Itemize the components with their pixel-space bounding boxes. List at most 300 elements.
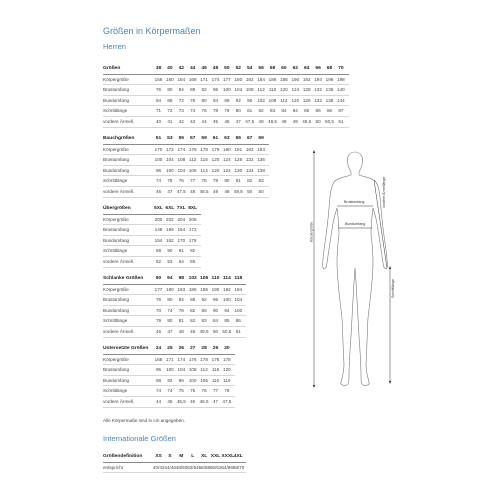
- table-cell: 179: [211, 146, 220, 152]
- table-cell: 46: [190, 398, 196, 404]
- row-label: Brustumfang: [103, 297, 130, 303]
- table-cell: 181: [234, 146, 243, 152]
- table-cell: 94: [167, 276, 173, 281]
- table-cell: 68: [326, 66, 333, 71]
- table-cell: 8XL: [188, 206, 198, 211]
- table-cell: 74: [167, 307, 173, 313]
- row-label: entspricht: [103, 464, 123, 470]
- table-cell: 48,5: [199, 188, 209, 194]
- row-label: Schrittlänge: [103, 108, 128, 114]
- table-cell: 190: [291, 76, 300, 82]
- table-cell: 49: [224, 188, 230, 194]
- table-cell: 172: [166, 146, 174, 152]
- table-cell: 49,5: [302, 118, 312, 124]
- table-cell: 124: [223, 157, 231, 163]
- table-cell: 48,5: [268, 118, 277, 124]
- table-cell: 45: [212, 118, 219, 124]
- table-cell: 183: [177, 286, 186, 292]
- table-row: [103, 75, 349, 86]
- table-cell: 171: [166, 356, 174, 362]
- table-cell: 106: [200, 377, 208, 383]
- table-cell: 61: [212, 136, 219, 141]
- table-cell: 88: [190, 297, 196, 303]
- table-cell: 76: [155, 297, 162, 303]
- table-cell: 78: [212, 108, 219, 114]
- table-cell: 128: [234, 157, 243, 163]
- table-cell: 116: [268, 87, 277, 93]
- table-cell: 77: [212, 388, 219, 394]
- table-bauch: [103, 134, 269, 198]
- table-cell: 29: [212, 346, 219, 351]
- table-cell: 76: [190, 97, 196, 103]
- table-cell: 47: [212, 398, 219, 404]
- table-cell: 52: [235, 66, 242, 71]
- table-cell: 182: [245, 76, 254, 82]
- table-cell: 49: [190, 328, 196, 334]
- table-cell: 67: [246, 136, 253, 141]
- table-cell: 76: [201, 108, 207, 114]
- row-label: Schrittlänge: [103, 178, 128, 184]
- table-cell: 80: [167, 297, 173, 303]
- table-cell: 62: [292, 66, 299, 71]
- table-cell: 53: [167, 136, 173, 141]
- table-cell: 56: [258, 66, 264, 71]
- table-cell: 5XL: [154, 206, 163, 211]
- table-row: [103, 176, 269, 187]
- table-cell: 190: [211, 286, 220, 292]
- body-silhouette: [323, 152, 388, 385]
- table-cell: 86: [315, 108, 321, 114]
- table-cell: 84: [281, 108, 287, 114]
- page-subtitle: Herren: [103, 42, 126, 51]
- table-header-row: [103, 452, 246, 463]
- table-cell: 180: [223, 146, 231, 152]
- table-cell: 92: [190, 248, 196, 254]
- table-cell: 102: [188, 276, 197, 281]
- table-cell: 116: [223, 377, 231, 383]
- table-cell: 114: [200, 167, 208, 173]
- table-cell: 60/62: [210, 464, 222, 470]
- table-cell: 48: [190, 188, 196, 194]
- table-cell: 83: [258, 178, 264, 184]
- table-cell: 52/54: [187, 464, 199, 470]
- table-cell: 91: [178, 248, 184, 254]
- table-cell: 76: [201, 388, 207, 394]
- table-cell: 192: [302, 76, 311, 82]
- table-cell: 47,5: [245, 118, 255, 124]
- table-row: [103, 316, 246, 327]
- table-intl: [103, 452, 246, 473]
- table-row: [103, 117, 349, 128]
- table-cell: XS: [155, 454, 162, 459]
- table-cell: 48: [258, 118, 264, 124]
- table-cell: 85: [304, 108, 310, 114]
- table-cell: 92: [201, 87, 207, 93]
- table-cell: 110: [211, 377, 220, 383]
- row-label: Brustumfang: [103, 367, 130, 373]
- table-cell: 51: [235, 328, 241, 334]
- table-row: [103, 96, 349, 107]
- table-cell: 74: [155, 388, 162, 394]
- table-row: [103, 257, 201, 268]
- table-cell: 86: [235, 318, 241, 324]
- table-cell: 130: [234, 167, 243, 173]
- table-cell: 46,5: [199, 398, 209, 404]
- table-cell: 44/46: [164, 464, 176, 470]
- table-cell: 64: [155, 97, 162, 103]
- table-cell: 144: [337, 97, 345, 103]
- waist-label: Bundumfang: [345, 222, 366, 226]
- table-cell: 49,5: [199, 328, 209, 334]
- table-cell: 128: [302, 87, 311, 93]
- table-cell: 88: [155, 377, 162, 383]
- table-cell: 96: [155, 167, 162, 173]
- table-cell: 51: [338, 118, 344, 124]
- table-cell: 64/66: [221, 464, 233, 470]
- table-cell: 90: [155, 276, 162, 281]
- table-cell: 182: [245, 146, 254, 152]
- table-cell: 178: [200, 146, 208, 152]
- table-cell: 51: [155, 136, 162, 141]
- table-cell: 81: [247, 108, 253, 114]
- table-cell: 47: [167, 328, 173, 334]
- table-cell: 120: [291, 97, 300, 103]
- row-label: vordere Ärmell.: [103, 328, 135, 334]
- table-row: [103, 155, 269, 166]
- table-cell: 180: [166, 286, 174, 292]
- table-cell: 44: [155, 398, 162, 404]
- table-cell: 78: [224, 388, 230, 394]
- table-cell: 57: [189, 136, 196, 141]
- table-header-row: [103, 274, 246, 285]
- table-cell: 120: [211, 167, 220, 173]
- table-cell: 84: [178, 87, 184, 93]
- table-cell: 49,5: [233, 188, 243, 194]
- row-label: Bundumfang: [103, 377, 130, 383]
- table-cell: 108: [188, 367, 197, 373]
- table-cell: 46: [224, 118, 230, 124]
- table-cell: 87: [338, 108, 344, 114]
- table-cell: 176: [188, 356, 197, 362]
- table-cell: 54: [246, 66, 253, 71]
- table-cell: 47: [167, 188, 173, 194]
- table-cell: 40: [167, 66, 173, 71]
- table-title: Übergrößen: [103, 206, 131, 211]
- table-ueber: [103, 204, 201, 268]
- table-cell: 44: [201, 118, 207, 124]
- table-title: Schlanke Größen: [103, 276, 144, 281]
- table-cell: 50: [224, 66, 230, 71]
- table-cell: 132: [314, 87, 322, 93]
- table-cell: 47,5: [222, 398, 232, 404]
- body-measurement-figure: [308, 150, 403, 420]
- table-cell: 49: [292, 118, 298, 124]
- table-cell: 138: [257, 167, 265, 173]
- table-cell: 50: [247, 188, 253, 194]
- chest-label: Brustumfang: [344, 200, 365, 204]
- row-label: vordere Ärmell.: [103, 398, 135, 404]
- table-cell: 92: [201, 297, 207, 303]
- table-cell: 64: [303, 66, 310, 71]
- table-cell: 82: [247, 178, 253, 184]
- table-cell: 48/50: [175, 464, 188, 470]
- table-cell: 171: [200, 76, 208, 82]
- table-cell: 70: [155, 307, 162, 313]
- table-row: [103, 306, 246, 317]
- table-cell: 100: [223, 297, 231, 303]
- table-cell: M: [179, 454, 184, 459]
- measurement-lines: [314, 152, 390, 386]
- table-cell: 96: [155, 367, 162, 373]
- row-label: Bundumfang: [103, 97, 130, 103]
- table-cell: 196: [325, 76, 334, 82]
- table-cell: 140: [337, 87, 345, 93]
- table-cell: 74: [155, 178, 162, 184]
- row-label: Schrittlänge: [103, 318, 128, 324]
- table-cell: 85: [224, 318, 230, 324]
- table-cell: XL: [200, 454, 208, 459]
- table-row: [103, 397, 235, 408]
- table-cell: 38: [155, 66, 162, 71]
- table-cell: 76: [190, 388, 196, 394]
- sleeve-label: vordere Ärmellänge: [382, 176, 386, 208]
- page-title: Größen in Körpermaßen: [103, 26, 201, 36]
- table-cell: 98: [178, 276, 185, 281]
- table-cell: 65: [235, 136, 242, 141]
- table-row: [103, 246, 201, 257]
- row-label: Körpergröße: [103, 216, 129, 222]
- table-cell: 178: [200, 356, 208, 362]
- table-cell: 78: [201, 178, 207, 184]
- table-row: [103, 386, 235, 397]
- table-cell: 108: [188, 167, 197, 173]
- table-cell: 46: [155, 328, 162, 334]
- table-cell: 183: [257, 146, 265, 152]
- table-cell: 80: [167, 318, 173, 324]
- table-cell: 96: [212, 297, 219, 303]
- table-cell: 174: [177, 146, 186, 152]
- table-cell: 124: [223, 167, 231, 173]
- table-row: [103, 187, 269, 198]
- table-cell: 88: [224, 97, 230, 103]
- table-cell: 168: [188, 76, 197, 82]
- row-label: Körpergröße: [103, 356, 129, 362]
- table-cell: 50,5: [325, 118, 334, 124]
- table-cell: 156: [166, 227, 174, 233]
- table-cell: 7XL: [176, 206, 186, 211]
- table-cell: 194: [314, 76, 322, 82]
- table-cell: 43: [190, 118, 196, 124]
- table-cell: 25: [167, 346, 173, 351]
- table-cell: 82: [190, 318, 196, 324]
- table-row: [103, 355, 235, 366]
- table-cell: 108: [268, 97, 277, 103]
- table-cell: 56/58: [198, 464, 211, 470]
- table-header-row: [103, 134, 269, 145]
- table-cell: 104: [166, 157, 174, 163]
- table-cell: 50: [315, 118, 321, 124]
- table-cell: 73: [178, 108, 184, 114]
- table-cell: 170: [154, 146, 163, 152]
- table-row: [103, 463, 246, 474]
- table-cell: 74: [190, 108, 196, 114]
- table-cell: L: [191, 454, 195, 459]
- table-row: [103, 215, 201, 226]
- table-cell: 76: [178, 178, 184, 184]
- table-cell: 156: [154, 76, 163, 82]
- table-cell: 80: [224, 178, 230, 184]
- table-cell: 106: [200, 276, 209, 281]
- row-label: Bundumfang: [103, 307, 130, 313]
- table-cell: 178: [211, 356, 220, 362]
- table-cell: 189: [200, 286, 208, 292]
- table-cell: 63: [224, 136, 230, 141]
- table-cell: 74: [167, 388, 173, 394]
- table-title: Größen: [103, 66, 121, 71]
- table-cell: 86: [201, 307, 207, 313]
- table-cell: 72: [178, 97, 184, 103]
- table-cell: 42: [178, 66, 185, 71]
- table-unter: [103, 344, 235, 408]
- table-cell: 30: [224, 346, 230, 351]
- table-header-row: [103, 204, 201, 215]
- table-cell: 84: [212, 318, 219, 324]
- table-cell: 162: [166, 237, 174, 243]
- table-cell: 148: [154, 227, 163, 233]
- table-cell: 46: [201, 66, 207, 71]
- table-cell: 100: [234, 307, 243, 313]
- table-cell: 75: [167, 178, 173, 184]
- table-cell: 160: [166, 76, 174, 82]
- table-cell: 81: [178, 318, 184, 324]
- table-cell: 116: [200, 157, 208, 163]
- table-cell: 4XL: [233, 454, 243, 459]
- table-cell: 126: [302, 97, 311, 103]
- measurement-note: Alle Körpermaße sind in cm angegeben.: [103, 418, 185, 423]
- table-cell: 176: [188, 146, 197, 152]
- table-cell: 79: [155, 318, 162, 324]
- table-cell: XXXL: [221, 454, 235, 459]
- table-cell: 47: [235, 118, 241, 124]
- table-cell: 77: [190, 178, 196, 184]
- table-main: [103, 64, 349, 128]
- table-cell: 69: [258, 136, 264, 141]
- table-cell: 89: [155, 248, 162, 254]
- table-cell: 68: [167, 97, 173, 103]
- table-row: [103, 376, 235, 387]
- table-cell: 114: [222, 276, 231, 281]
- table-title: Bauchgrößen: [103, 136, 135, 141]
- row-label: vordere Ärmell.: [103, 258, 135, 264]
- table-cell: 45,5: [176, 398, 186, 404]
- international-sizes-title: Internationale Größen: [103, 434, 176, 443]
- table-cell: 164: [177, 76, 186, 82]
- table-cell: 84: [292, 108, 298, 114]
- table-cell: 49: [281, 118, 287, 124]
- table-cell: 154: [154, 237, 163, 243]
- table-cell: 120: [211, 157, 220, 163]
- table-cell: 186: [268, 76, 277, 82]
- table-cell: 177: [223, 76, 231, 82]
- table-cell: 188: [280, 76, 288, 82]
- table-cell: 49: [212, 188, 219, 194]
- height-label: Körpergröße: [309, 221, 314, 242]
- table-cell: 27: [189, 346, 196, 351]
- table-cell: 48: [212, 66, 219, 71]
- table-cell: 83: [269, 108, 276, 114]
- table-cell: 124: [291, 87, 300, 93]
- table-cell: 118: [234, 276, 243, 281]
- table-row: [103, 365, 235, 376]
- row-label: Brustumfang: [103, 157, 130, 163]
- table-cell: 177: [154, 286, 163, 292]
- row-label: Brustumfang: [103, 227, 130, 233]
- table-schlank: [103, 274, 246, 338]
- table-cell: 26: [178, 346, 185, 351]
- table-cell: 40/42: [153, 464, 165, 470]
- table-row: [103, 106, 349, 117]
- table-cell: 82: [190, 307, 196, 313]
- table-cell: 100: [154, 157, 163, 163]
- table-cell: 72: [167, 108, 173, 114]
- table-cell: 92: [167, 377, 173, 383]
- table-cell: 174: [211, 76, 220, 82]
- table-cell: 82: [258, 108, 264, 114]
- table-cell: 70: [338, 66, 344, 71]
- table-cell: 44: [189, 66, 196, 71]
- row-label: Schrittlänge: [103, 388, 128, 394]
- table-cell: 100: [188, 377, 197, 383]
- row-label: Körpergröße: [103, 76, 129, 82]
- table-title: Größendefinition: [103, 454, 143, 459]
- table-cell: 84: [178, 297, 184, 303]
- table-cell: 50,5: [222, 328, 232, 334]
- table-cell: 100: [223, 87, 231, 93]
- table-cell: 76: [155, 87, 162, 93]
- table-row: [103, 225, 201, 236]
- table-cell: 178: [223, 356, 231, 362]
- table-row: [103, 85, 349, 96]
- table-header-row: [103, 344, 235, 355]
- table-cell: 80: [167, 87, 173, 93]
- table-cell: 114: [280, 97, 288, 103]
- table-cell: 68/70: [232, 464, 245, 470]
- table-cell: 47,5: [176, 188, 186, 194]
- table-cell: 90: [167, 248, 173, 254]
- table-cell: 28: [201, 346, 207, 351]
- table-cell: 112: [200, 367, 208, 373]
- table-cell: 132: [314, 97, 322, 103]
- table-cell: 6XL: [165, 206, 175, 211]
- row-label: vordere Ärmell.: [103, 188, 135, 194]
- table-cell: 100: [166, 167, 174, 173]
- table-cell: 174: [177, 356, 186, 362]
- table-cell: 92: [235, 97, 241, 103]
- table-cell: S: [168, 454, 172, 459]
- inseam-label: Schrittlänge: [391, 279, 395, 298]
- table-cell: 168: [154, 356, 163, 362]
- table-cell: 112: [189, 157, 197, 163]
- table-cell: 81: [235, 178, 241, 184]
- table-row: [103, 145, 269, 156]
- table-cell: 116: [211, 367, 220, 373]
- table-cell: 60: [281, 66, 287, 71]
- table-cell: 96: [247, 97, 253, 103]
- table-cell: 55: [190, 258, 196, 264]
- table-cell: 200: [154, 216, 163, 222]
- table-row: [103, 285, 246, 296]
- table-cell: 172: [188, 227, 197, 233]
